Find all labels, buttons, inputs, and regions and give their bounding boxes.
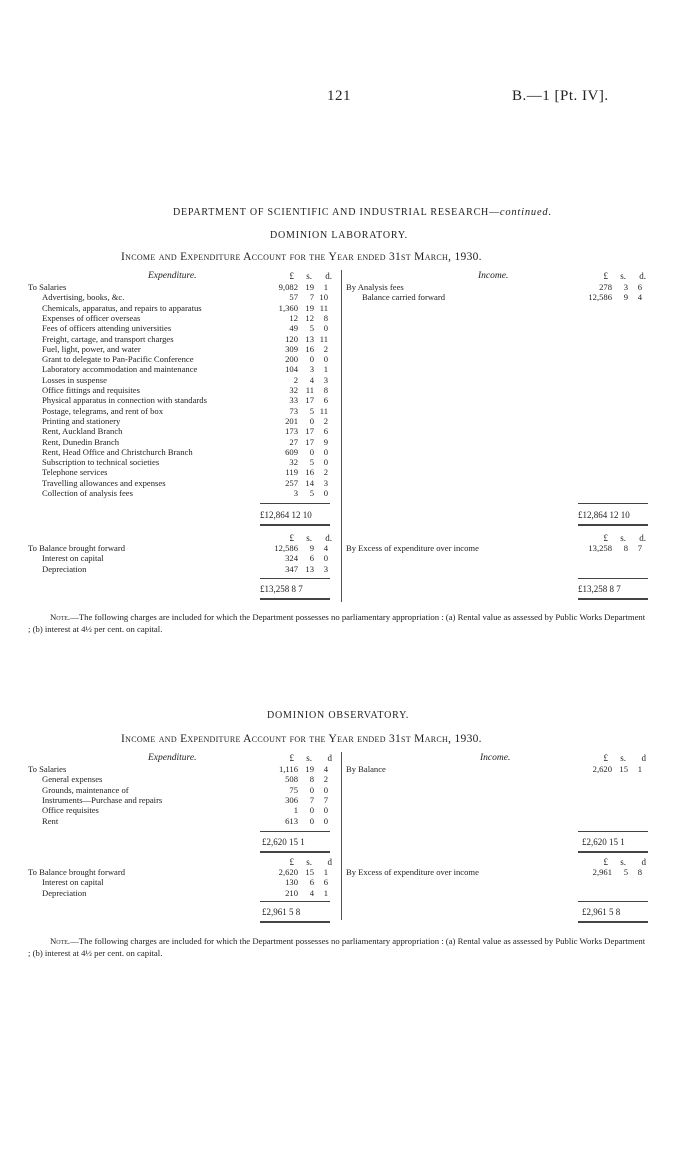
laboratory-account-title: Income and Expenditure Account for the Year ended 31st March, 1930. xyxy=(121,251,482,263)
amount-pence: 6 xyxy=(323,877,328,888)
amount-pence: 3 xyxy=(323,563,328,574)
amount-pence: 2 xyxy=(323,343,328,354)
amount-pence: 0 xyxy=(323,815,328,826)
ledger-row xyxy=(28,416,338,426)
amount-pounds: 1 xyxy=(293,805,298,816)
obs-inc-rule-3 xyxy=(578,901,648,902)
amount-shillings: 5 xyxy=(309,488,314,498)
lab-exp-rule-1 xyxy=(260,503,330,504)
ledger-row xyxy=(28,375,338,385)
ledger-label: Expenses of officer overseas xyxy=(42,312,141,323)
ledger-label: Postage, telegrams, and rent of box xyxy=(42,405,163,416)
amount-shillings: 6 xyxy=(309,877,314,888)
ledger-label: By Analysis fees xyxy=(346,282,404,292)
amount-shillings: 0 xyxy=(309,446,314,457)
amount-shillings: 9 xyxy=(309,543,314,553)
amount-shillings: 11 xyxy=(305,385,314,395)
amount-pounds: 3 xyxy=(293,488,298,498)
amount-shillings: 16 xyxy=(305,343,314,354)
lab-inc-total-2: £13,258 8 7 xyxy=(578,584,621,594)
ledger-label: Rent xyxy=(42,815,59,826)
ledger-label: Instruments—Purchase and repairs xyxy=(42,794,163,805)
currency-pence-label: d. xyxy=(639,271,646,281)
amount-pounds: 306 xyxy=(285,794,298,805)
ledger-label: Grant to delegate to Pan-Pacific Conference xyxy=(42,354,194,365)
ledger-row xyxy=(28,303,338,313)
amount-pounds: 257 xyxy=(285,477,298,488)
amount-pence: 6 xyxy=(323,395,328,406)
lab-income-list xyxy=(346,282,646,312)
ledger-label: Rent, Auckland Branch xyxy=(42,426,123,437)
amount-pounds: 2,620 xyxy=(278,867,298,877)
currency-pence-label: d xyxy=(327,753,332,763)
amount-shillings: 14 xyxy=(305,477,314,488)
amount-shillings: 19 xyxy=(305,282,314,292)
obs-income-heading: Income. xyxy=(480,753,511,763)
currency-pounds-label: £ xyxy=(603,271,608,281)
amount-pounds: 27 xyxy=(289,436,298,447)
ledger-row xyxy=(28,785,338,795)
currency-pence-label: d xyxy=(641,857,646,867)
amount-pence: 0 xyxy=(323,805,328,816)
currency-pence-label: d. xyxy=(325,533,332,543)
ledger-row xyxy=(28,805,338,815)
ledger-label: Rent, Dunedin Branch xyxy=(42,436,120,447)
amount-pounds: 120 xyxy=(285,333,298,344)
ledger-label: Depreciation xyxy=(42,563,87,574)
amount-pence: 0 xyxy=(323,488,328,498)
obs-second-expenditure-list xyxy=(28,867,338,899)
currency-pence-label: d xyxy=(641,753,646,763)
amount-shillings: 8 xyxy=(623,543,628,553)
amount-pounds: 32 xyxy=(289,385,298,395)
ledger-label: To Salaries xyxy=(28,764,67,774)
currency-pounds-label: £ xyxy=(603,857,608,867)
amount-pence: 4 xyxy=(323,764,328,774)
ledger-label: To Balance brought forward xyxy=(28,867,125,877)
amount-pounds: 609 xyxy=(285,446,298,457)
amount-shillings: 0 xyxy=(309,354,314,365)
ledger-label: General expenses xyxy=(42,774,103,785)
ledger-row xyxy=(28,364,338,374)
obs-exp-total-1: £2,620 15 1 xyxy=(262,837,305,847)
amount-shillings: 7 xyxy=(309,292,314,303)
amount-pounds: 201 xyxy=(285,415,298,426)
page-reference: B.—1 [Pt. IV]. xyxy=(512,88,609,104)
amount-pence: 10 xyxy=(319,292,328,303)
amount-pence: 1 xyxy=(323,867,328,877)
amount-pounds: 613 xyxy=(285,815,298,826)
amount-pence: 1 xyxy=(323,887,328,898)
ledger-row xyxy=(28,774,338,784)
ledger-label: Telephone services xyxy=(42,467,108,478)
amount-pounds: 33 xyxy=(289,395,298,406)
amount-pounds: 12,586 xyxy=(588,292,612,303)
amount-pence: 3 xyxy=(323,477,328,488)
amount-shillings: 15 xyxy=(305,867,314,877)
obs-inc-total-2: £2,961 5 8 xyxy=(582,907,621,917)
ledger-row xyxy=(28,395,338,405)
amount-pounds: 130 xyxy=(285,877,298,888)
ledger-row xyxy=(28,795,338,805)
ledger-row xyxy=(28,478,338,488)
amount-shillings: 15 xyxy=(619,764,628,774)
currency-pence-label: d. xyxy=(639,533,646,543)
ledger-label: Physical apparatus in connection with standards xyxy=(42,395,207,406)
lab-exp-rule-2 xyxy=(260,524,330,526)
ledger-row xyxy=(28,292,338,302)
currency-shillings-label: s. xyxy=(620,753,626,763)
amount-shillings: 13 xyxy=(305,563,314,574)
obs-note xyxy=(28,936,648,959)
currency-pence-label: d. xyxy=(325,271,332,281)
amount-shillings: 13 xyxy=(305,333,314,344)
ledger-row xyxy=(28,764,338,774)
currency-pounds-label: £ xyxy=(289,271,294,281)
amount-shillings: 12 xyxy=(305,312,314,323)
ledger-label: Printing and stationery xyxy=(42,415,121,426)
amount-pence: 0 xyxy=(323,446,328,457)
lab-expenditure-list xyxy=(28,282,338,502)
ledger-row xyxy=(28,282,338,292)
currency-shillings-label: s. xyxy=(620,271,626,281)
amount-pounds: 49 xyxy=(289,323,298,334)
amount-pence: 1 xyxy=(323,282,328,292)
amount-shillings: 4 xyxy=(309,887,314,898)
lab-note xyxy=(28,612,648,635)
amount-pence: 9 xyxy=(323,436,328,447)
ledger-label: Interest on capital xyxy=(42,877,104,888)
obs-second-income-list xyxy=(346,867,646,879)
obs-divider xyxy=(341,752,342,920)
ledger-row xyxy=(28,553,338,563)
ledger-row xyxy=(28,447,338,457)
amount-pence: 1 xyxy=(637,764,642,774)
ledger-row xyxy=(28,334,338,344)
ledger-label: Office requisites xyxy=(42,805,99,816)
ledger-label: Losses in suspense xyxy=(42,374,107,385)
amount-shillings: 3 xyxy=(309,364,314,375)
ledger-row xyxy=(28,877,338,887)
amount-pence: 0 xyxy=(323,457,328,468)
ledger-row xyxy=(28,816,338,826)
amount-shillings: 0 xyxy=(309,805,314,816)
ledger-row xyxy=(346,282,646,292)
amount-pounds: 12,586 xyxy=(274,543,298,553)
currency-pence-label: d xyxy=(327,857,332,867)
department-title-main: DEPARTMENT OF SCIENTIFIC AND INDUSTRIAL RESEARCH— xyxy=(173,207,500,218)
ledger-label: Office fittings and requisites xyxy=(42,385,140,395)
obs-exp-total-2: £2,961 5 8 xyxy=(262,907,301,917)
ledger-label: Collection of analysis fees xyxy=(42,488,133,498)
amount-pounds: 12 xyxy=(289,312,298,323)
amount-pounds: 75 xyxy=(289,784,298,795)
obs-exp-rule-3 xyxy=(260,901,330,902)
ledger-row xyxy=(28,354,338,364)
ledger-label: Laboratory accommodation and maintenance xyxy=(42,364,198,375)
currency-shillings-label: s. xyxy=(306,533,312,543)
obs-inc-total-1: £2,620 15 1 xyxy=(582,837,625,847)
ledger-row xyxy=(28,344,338,354)
lab-expenditure-heading: Expenditure. xyxy=(148,271,197,281)
ledger-row xyxy=(346,867,646,877)
lab-inc-rule-4 xyxy=(578,598,648,600)
ledger-label: Depreciation xyxy=(42,887,87,898)
amount-pounds: 173 xyxy=(285,426,298,437)
amount-pounds: 73 xyxy=(289,405,298,416)
lab-exp-total-2: £13,258 8 7 xyxy=(260,584,303,594)
ledger-label: By Balance xyxy=(346,764,386,774)
note-text: —The following charges are included for which the Department possesses no parliamentary appropriation : (a) Rental value as assessed by Public Works Department ; (b) interest at 4½ per cent. on capital. xyxy=(28,936,646,958)
note-text: —The following charges are included for which the Department possesses no parliamentary appropriation : (a) Rental value as assessed by Public Works Department ; (b) interest at 4½ per cent. on capital. xyxy=(28,612,646,634)
amount-pence: 2 xyxy=(323,774,328,785)
ledger-label: Travelling allowances and expenses xyxy=(42,477,166,488)
obs-inc-rule-1 xyxy=(578,831,648,832)
ledger-row xyxy=(346,764,646,774)
amount-pence: 8 xyxy=(323,385,328,395)
note-label: Note. xyxy=(50,936,71,946)
amount-pounds: 278 xyxy=(599,282,612,292)
ledger-label: Balance carried forward xyxy=(362,292,446,303)
obs-inc-rule-2 xyxy=(578,851,648,853)
currency-shillings-label: s. xyxy=(306,857,312,867)
ledger-label: Fuel, light, power, and water xyxy=(42,343,141,354)
amount-shillings: 0 xyxy=(309,415,314,426)
amount-shillings: 5 xyxy=(623,867,628,877)
department-title-continued: continued. xyxy=(499,207,552,218)
ledger-row xyxy=(28,323,338,333)
currency-pounds-label: £ xyxy=(603,533,608,543)
lab-exp-total-1: £12,864 12 10 xyxy=(260,510,312,520)
lab-inc-rule-3 xyxy=(578,578,648,579)
currency-pounds-label: £ xyxy=(289,753,294,763)
ledger-label: Interest on capital xyxy=(42,553,104,564)
department-title xyxy=(173,207,552,218)
amount-pounds: 2 xyxy=(293,374,298,385)
amount-pounds: 57 xyxy=(289,292,298,303)
amount-pence: 4 xyxy=(323,543,328,553)
obs-exp-rule-2 xyxy=(260,851,330,853)
amount-pounds: 104 xyxy=(285,364,298,375)
obs-inc-rule-4 xyxy=(578,921,648,923)
amount-pence: 2 xyxy=(323,467,328,478)
amount-shillings: 9 xyxy=(623,292,628,303)
amount-pounds: 1,360 xyxy=(278,302,298,313)
obs-exp-rule-1 xyxy=(260,831,330,832)
amount-pence: 11 xyxy=(319,333,328,344)
amount-pounds: 32 xyxy=(289,457,298,468)
currency-shillings-label: s. xyxy=(620,533,626,543)
ledger-label: Fees of officers attending universities xyxy=(42,323,172,334)
amount-pence: 0 xyxy=(323,553,328,564)
amount-shillings: 6 xyxy=(309,553,314,564)
amount-pence: 8 xyxy=(637,867,642,877)
ledger-label: Chemicals, apparatus, and repairs to apparatus xyxy=(42,302,202,313)
ledger-row xyxy=(28,564,338,574)
amount-shillings: 5 xyxy=(309,457,314,468)
amount-pence: 8 xyxy=(323,312,328,323)
lab-exp-rule-3 xyxy=(260,578,330,579)
amount-pounds: 13,258 xyxy=(588,543,612,553)
lab-exp-rule-4 xyxy=(260,598,330,600)
obs-expenditure-list xyxy=(28,764,338,828)
lab-income-heading: Income. xyxy=(478,271,509,281)
amount-pence: 0 xyxy=(323,354,328,365)
amount-pence: 7 xyxy=(637,543,642,553)
currency-shillings-label: s. xyxy=(306,753,312,763)
amount-pence: 6 xyxy=(637,282,642,292)
amount-pounds: 2,620 xyxy=(592,764,612,774)
amount-pounds: 347 xyxy=(285,563,298,574)
amount-shillings: 5 xyxy=(309,405,314,416)
ledger-label: To Balance brought forward xyxy=(28,543,125,553)
page-number: 121 xyxy=(327,88,351,104)
currency-pounds-label: £ xyxy=(289,533,294,543)
amount-pence: 11 xyxy=(319,405,328,416)
currency-shillings-label: s. xyxy=(306,271,312,281)
ledger-label: Subscription to technical societies xyxy=(42,457,160,468)
amount-shillings: 7 xyxy=(309,794,314,805)
ledger-row xyxy=(28,426,338,436)
amount-pence: 4 xyxy=(637,292,642,303)
laboratory-name: DOMINION LABORATORY. xyxy=(270,230,408,241)
lab-inc-rule-2 xyxy=(578,524,648,526)
ledger-label: Freight, cartage, and transport charges xyxy=(42,333,174,344)
amount-shillings: 8 xyxy=(309,774,314,785)
amount-pence: 11 xyxy=(319,302,328,313)
ledger-row xyxy=(28,437,338,447)
amount-pounds: 210 xyxy=(285,887,298,898)
lab-inc-total-1: £12,864 12 10 xyxy=(578,510,630,520)
amount-shillings: 17 xyxy=(305,426,314,437)
amount-pence: 1 xyxy=(323,364,328,375)
amount-pounds: 1,116 xyxy=(278,764,298,774)
ledger-row xyxy=(28,867,338,877)
amount-pounds: 200 xyxy=(285,354,298,365)
amount-shillings: 16 xyxy=(305,467,314,478)
ledger-label: To Salaries xyxy=(28,282,67,292)
ledger-label: By Excess of expenditure over income xyxy=(346,543,479,553)
obs-exp-rule-4 xyxy=(260,921,330,923)
ledger-row xyxy=(28,467,338,477)
amount-pence: 2 xyxy=(323,415,328,426)
amount-pence: 7 xyxy=(323,794,328,805)
lab-inc-rule-1 xyxy=(578,503,648,504)
lab-second-expenditure-list xyxy=(28,543,338,575)
amount-shillings: 19 xyxy=(305,764,314,774)
currency-shillings-label: s. xyxy=(620,857,626,867)
ledger-label: Advertising, books, &c. xyxy=(42,292,125,303)
amount-shillings: 17 xyxy=(305,395,314,406)
currency-pounds-label: £ xyxy=(289,857,294,867)
lab-divider xyxy=(341,270,342,602)
obs-expenditure-heading: Expenditure. xyxy=(148,753,197,763)
amount-shillings: 3 xyxy=(623,282,628,292)
observatory-name: DOMINION OBSERVATORY. xyxy=(267,710,410,721)
ledger-row xyxy=(28,543,338,553)
obs-income-list xyxy=(346,764,646,776)
amount-pounds: 309 xyxy=(285,343,298,354)
amount-pence: 0 xyxy=(323,323,328,334)
amount-shillings: 0 xyxy=(309,815,314,826)
amount-pence: 0 xyxy=(323,784,328,795)
ledger-row xyxy=(28,488,338,498)
amount-shillings: 17 xyxy=(305,436,314,447)
ledger-row xyxy=(28,457,338,467)
amount-pence: 3 xyxy=(323,374,328,385)
amount-pounds: 2,961 xyxy=(592,867,612,877)
amount-pence: 6 xyxy=(323,426,328,437)
note-label: Note. xyxy=(50,612,71,622)
amount-pounds: 508 xyxy=(285,774,298,785)
amount-shillings: 4 xyxy=(309,374,314,385)
amount-shillings: 0 xyxy=(309,784,314,795)
ledger-row xyxy=(28,888,338,898)
ledger-row xyxy=(28,406,338,416)
currency-pounds-label: £ xyxy=(603,753,608,763)
ledger-row xyxy=(28,313,338,323)
ledger-row xyxy=(346,543,646,553)
amount-pounds: 324 xyxy=(285,553,298,564)
amount-pounds: 9,082 xyxy=(278,282,298,292)
ledger-row xyxy=(28,385,338,395)
lab-second-income-list xyxy=(346,543,646,555)
ledger-row xyxy=(346,292,646,302)
amount-shillings: 5 xyxy=(309,323,314,334)
amount-pounds: 119 xyxy=(285,467,298,478)
observatory-account-title: Income and Expenditure Account for the Year ended 31st March, 1930. xyxy=(121,733,482,745)
ledger-label: By Excess of expenditure over income xyxy=(346,867,479,877)
ledger-label: Rent, Head Office and Christchurch Branch xyxy=(42,446,193,457)
ledger-label: Grounds, maintenance of xyxy=(42,784,129,795)
amount-shillings: 19 xyxy=(305,302,314,313)
